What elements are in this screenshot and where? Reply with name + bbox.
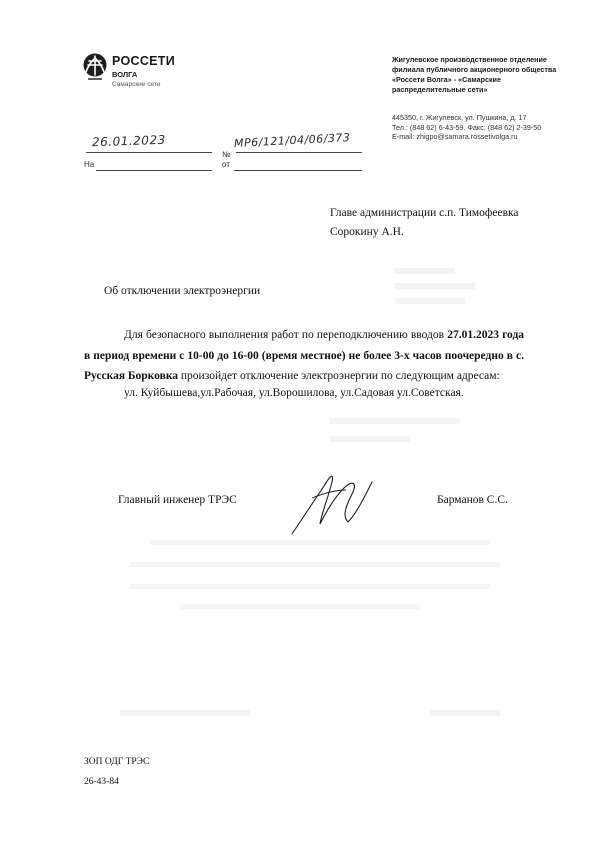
executor-info bbox=[84, 752, 149, 792]
organization-address bbox=[392, 113, 562, 142]
bleed-through bbox=[430, 710, 500, 716]
phone-fax-line: Тел.: (848 62) 6-43-59. Факс: (848 62) 2-39-50 bbox=[392, 122, 542, 132]
bleed-through bbox=[120, 710, 250, 716]
letter-body bbox=[84, 325, 524, 387]
na-label: На bbox=[84, 160, 95, 169]
brand-region: Самарские сети bbox=[112, 81, 161, 88]
organization-name bbox=[392, 55, 562, 95]
date-underline bbox=[86, 152, 212, 153]
body-bold-period: 27.01.2023 года в период времени с 10-00 до 16-00 (время местное) не более 3-х часов поочередно в с. Русская Борковка bbox=[84, 329, 525, 382]
bleed-through bbox=[180, 604, 420, 609]
bleed-through bbox=[330, 418, 460, 424]
org-line: распределительные сети» bbox=[392, 85, 488, 94]
na-underline bbox=[96, 170, 212, 171]
addressee bbox=[330, 204, 519, 242]
ot-underline bbox=[234, 170, 362, 171]
address-line: 445350, г. Жигулевск, ул. Пушкина, д. 17 bbox=[392, 113, 527, 122]
bleed-through bbox=[395, 283, 475, 289]
bleed-through bbox=[395, 268, 455, 274]
addressee-title: Главе администрации с.п. Тимофеевка bbox=[330, 207, 519, 219]
org-line: «Россети Волга» - «Самарские bbox=[392, 75, 501, 84]
handwritten-date: 26.01.2023 bbox=[91, 132, 166, 150]
number-prefix: № bbox=[222, 150, 231, 159]
signer-position: Главный инженер ТРЭС bbox=[118, 494, 237, 506]
body-paragraph bbox=[84, 325, 524, 387]
bleed-through bbox=[150, 540, 490, 545]
ot-label: от bbox=[222, 160, 230, 169]
brand-name: РОССЕТИ bbox=[112, 54, 176, 68]
signer-name: Барманов С.С. bbox=[437, 494, 508, 506]
handwritten-number: МР6/121/04/06/373 bbox=[233, 130, 351, 151]
bleed-through bbox=[130, 584, 490, 589]
org-line: филиала публичного акционерного общества bbox=[392, 65, 557, 74]
bleed-through bbox=[330, 436, 410, 442]
executor-department: ЗОП ОДГ ТРЭС bbox=[84, 757, 150, 767]
rosseti-emblem-icon bbox=[82, 52, 108, 82]
company-logo bbox=[82, 52, 202, 96]
handwritten-signature bbox=[282, 468, 382, 538]
letter-subject: Об отключении электроэнергии bbox=[104, 285, 261, 297]
brand-sub: ВОЛГА bbox=[112, 70, 138, 79]
bleed-through bbox=[395, 298, 465, 304]
number-underline bbox=[236, 152, 362, 153]
org-line: Жигулевское производственное отделение bbox=[392, 55, 547, 64]
address-list: ул. Куйбышева,ул.Рабочая, ул.Ворошилова, ул.Садовая ул.Советская. bbox=[124, 387, 464, 399]
executor-phone: 26-43-84 bbox=[84, 777, 119, 787]
email-line: E-mail: zhigpo@samara.rossetivolga.ru bbox=[392, 132, 518, 142]
body-text-2: произойдет отключение электроэнергии по следующим адресам: bbox=[178, 370, 500, 382]
addressee-name: Сорокину А.Н. bbox=[330, 226, 404, 238]
bleed-through bbox=[130, 562, 500, 567]
body-text-1: Для безопасного выполнения работ по переподключению вводов bbox=[124, 329, 448, 341]
